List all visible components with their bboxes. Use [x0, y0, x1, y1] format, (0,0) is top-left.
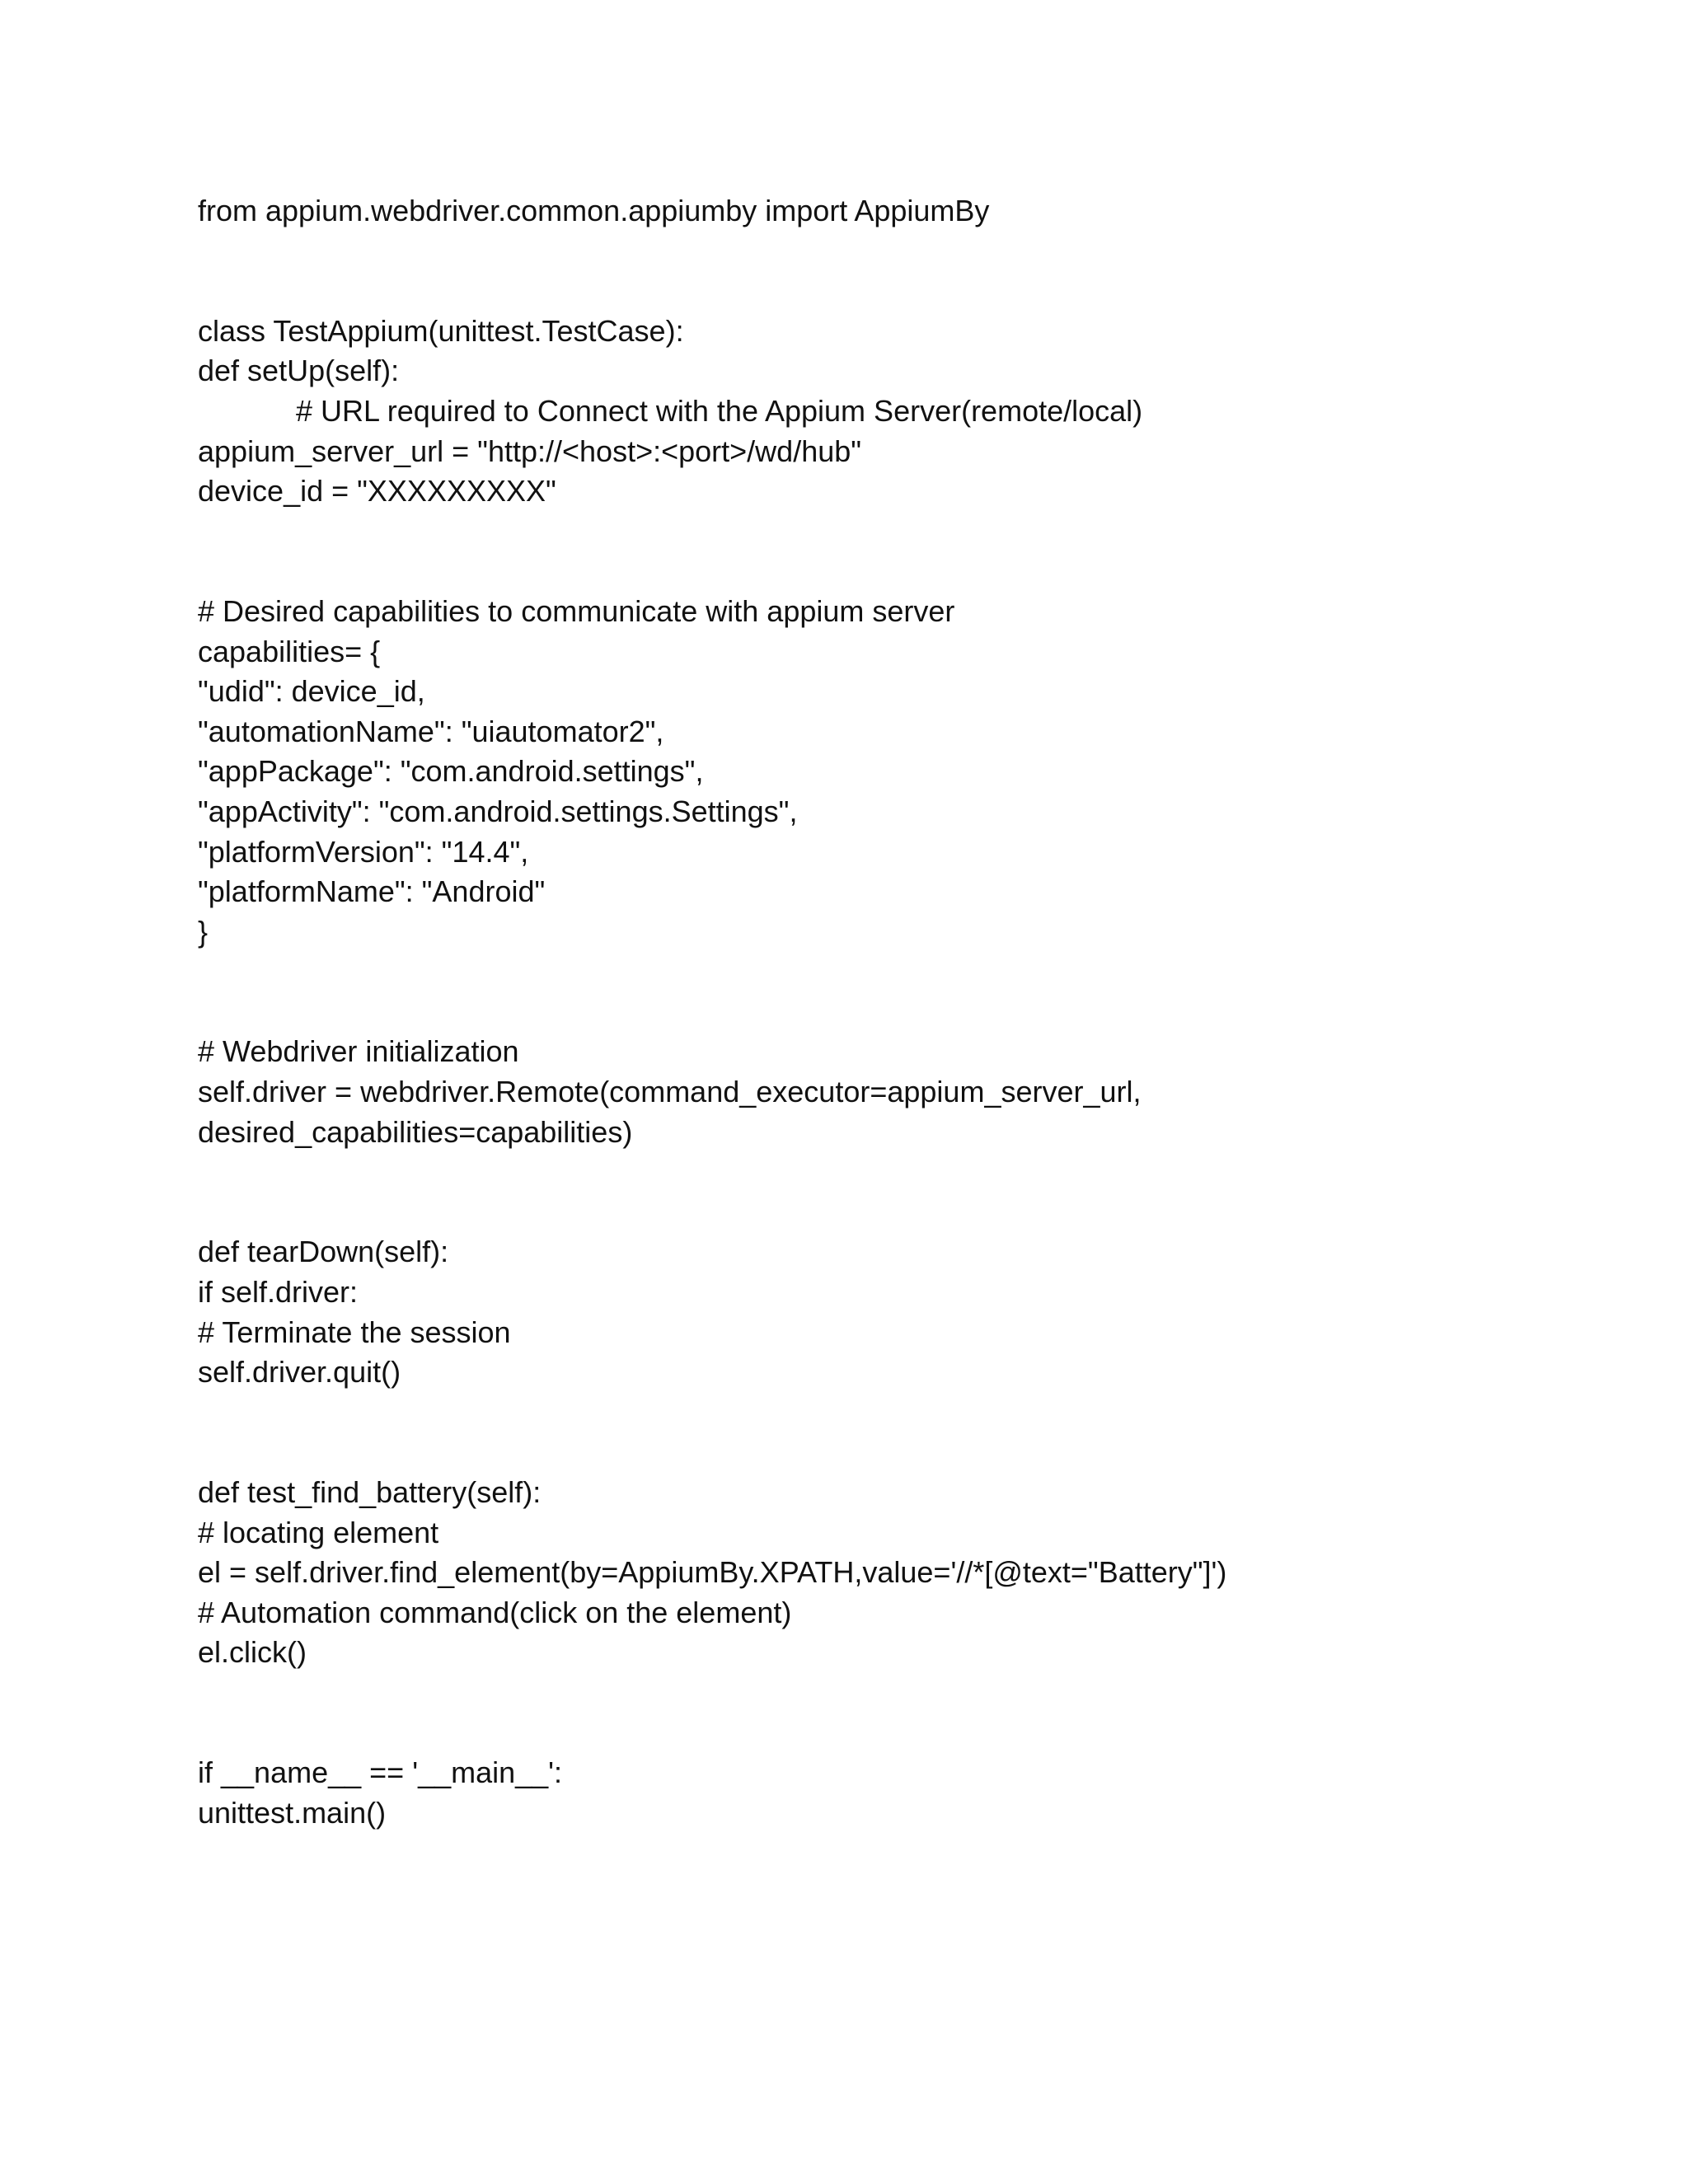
blank-line	[198, 952, 1517, 992]
code-line: from appium.webdriver.common.appiumby import AppiumBy	[198, 194, 990, 227]
code-line: if self.driver:	[198, 1275, 359, 1310]
code-line: if __name__ == '__main__':	[198, 1755, 563, 1790]
code-line: "appPackage": "com.android.settings",	[198, 754, 704, 789]
code-line: unittest.main()	[198, 1795, 387, 1830]
code-line: "platformVersion": "14.4",	[198, 834, 529, 869]
code-line: "platformName": "Android"	[198, 874, 546, 909]
code-line: def test_find_battery(self):	[198, 1475, 542, 1509]
code-line: # Terminate the session	[198, 1315, 511, 1349]
code-line: self.driver = webdriver.Remote(command_executor=appium_server_url,	[198, 1075, 1142, 1109]
blank-line	[198, 551, 1517, 592]
code-line: }	[198, 914, 209, 949]
code-line: # Webdriver initialization	[198, 1034, 519, 1069]
blank-line	[198, 1673, 1517, 1713]
code-line: el.click()	[198, 1635, 307, 1670]
code-line: "appActivity": "com.android.settings.Settings",	[198, 794, 798, 828]
blank-line	[198, 1152, 1517, 1193]
code-line: self.driver.quit()	[198, 1355, 401, 1390]
code-line: "udid": device_id,	[198, 674, 425, 709]
code-line: # Automation command(click on the element)	[198, 1595, 792, 1629]
code-line: # locating element	[198, 1515, 439, 1549]
code-line: class TestAppium(unittest.TestCase):	[198, 313, 684, 348]
code-line: def tearDown(self):	[198, 1235, 449, 1269]
blank-line	[198, 992, 1517, 1033]
code-line: def setUp(self):	[198, 354, 400, 388]
blank-line	[198, 1432, 1517, 1473]
blank-line	[198, 1393, 1517, 1433]
code-block	[198, 191, 1517, 1833]
code-line: capabilities= {	[198, 634, 381, 668]
blank-line	[198, 232, 1517, 272]
code-line: # URL required to Connect with the Appium Server(remote/local)	[296, 393, 1143, 428]
blank-line	[198, 271, 1517, 312]
code-line: device_id = "XXXXXXXXX"	[198, 474, 556, 509]
blank-line	[198, 1713, 1517, 1754]
code-line: el = self.driver.find_element(by=AppiumBy.XPATH,value='//*[@text="Battery"]')	[198, 1555, 1227, 1590]
blank-line	[198, 512, 1517, 552]
blank-line	[198, 1193, 1517, 1233]
code-line: desired_capabilities=capabilities)	[198, 1114, 633, 1149]
code-line: # Desired capabilities to communicate with appium server	[198, 593, 955, 628]
code-line: "automationName": "uiautomator2",	[198, 714, 664, 748]
code-line: appium_server_url = "http://<host>:<port>/wd/hub"	[198, 434, 862, 468]
